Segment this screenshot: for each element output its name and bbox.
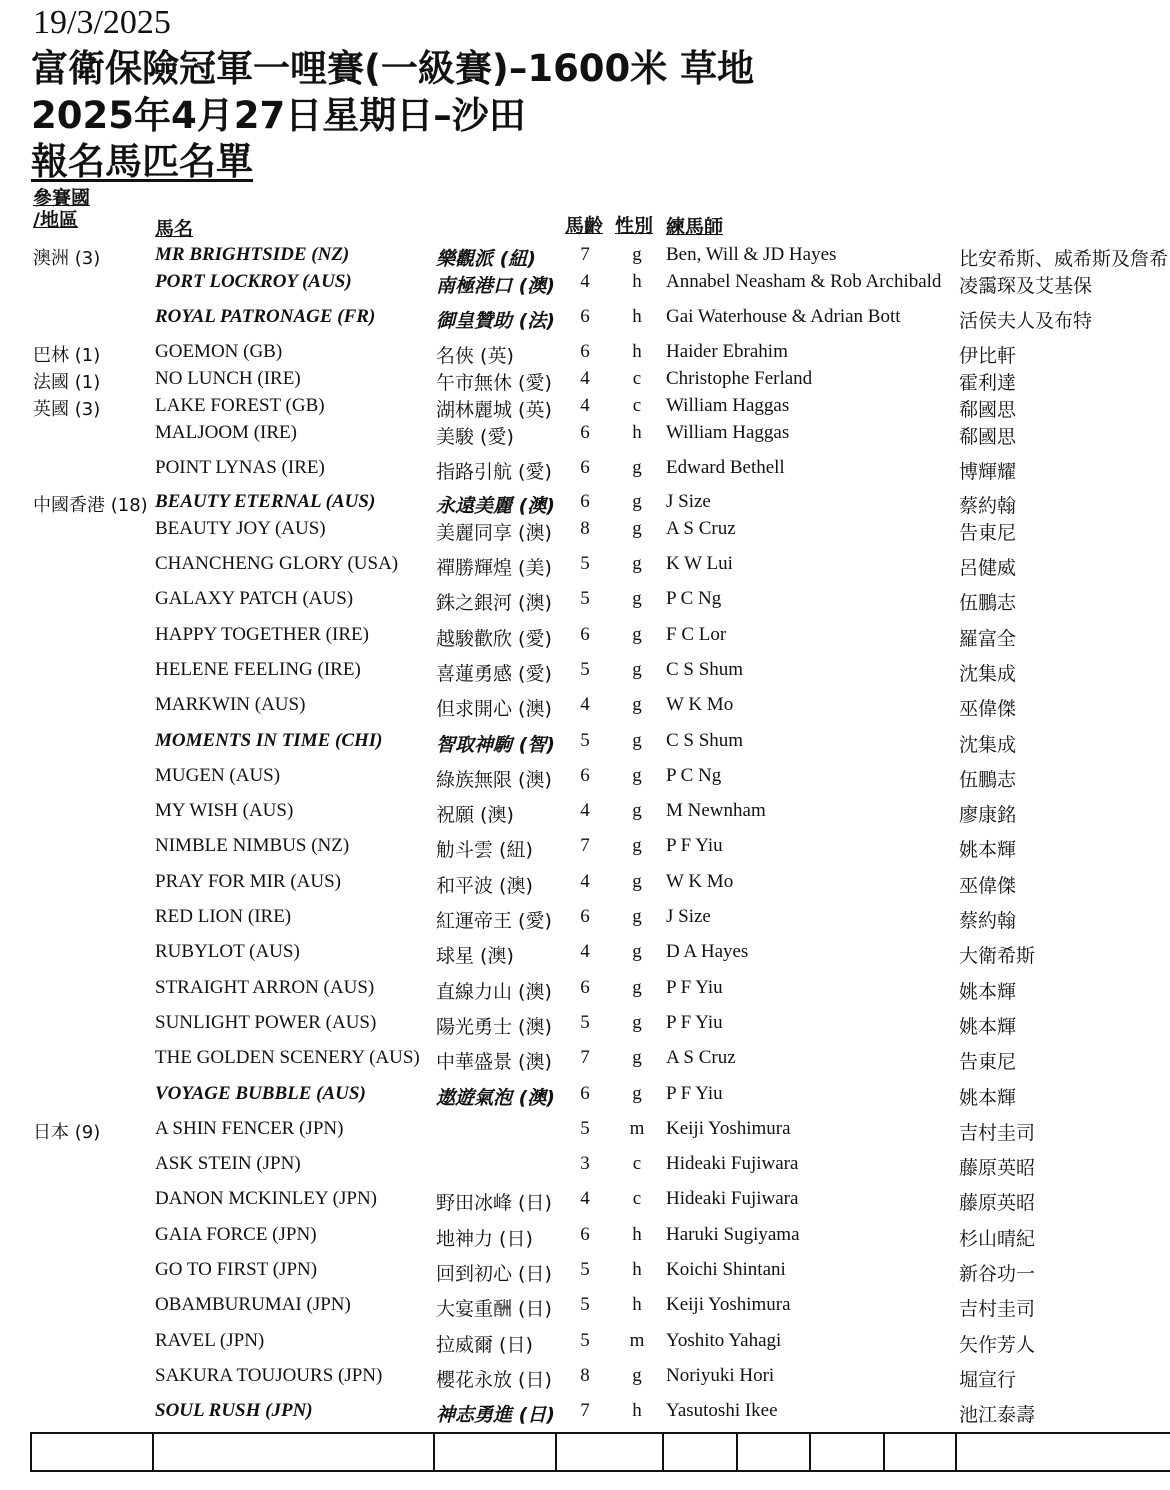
horse-chinese-name: 櫻花永放 (日) <box>436 1369 552 1391</box>
trainer-chinese-name: 巫偉傑 <box>959 698 1017 720</box>
horse-name: MOMENTS IN TIME (CHI) <box>155 730 383 751</box>
horse-age: 5 <box>580 553 590 574</box>
table-row <box>0 422 1170 452</box>
horse-sex: g <box>632 1012 642 1033</box>
horse-age: 4 <box>580 1188 590 1209</box>
entry-country: 澳洲 (3) <box>33 248 101 269</box>
table-row <box>0 765 1170 795</box>
horse-name: THE GOLDEN SCENERY (AUS) <box>155 1047 420 1068</box>
trainer-chinese-name: 吉村圭司 <box>959 1122 1036 1144</box>
trainer-name: Annabel Neasham & Rob Archibald <box>666 271 942 292</box>
horse-sex: g <box>632 518 642 539</box>
horse-age: 4 <box>580 395 590 416</box>
horse-chinese-name: 和平波 (澳) <box>436 875 533 897</box>
trainer-name: Yasutoshi Ikee <box>666 1400 778 1421</box>
trainer-name: P F Yiu <box>666 977 723 998</box>
table-row <box>0 491 1170 521</box>
horse-chinese-name: 陽光勇士 (澳) <box>436 1016 552 1038</box>
horse-age: 5 <box>580 659 590 680</box>
table-divider <box>736 1432 738 1470</box>
horse-chinese-name: 地神力 (日) <box>436 1228 533 1250</box>
table-row <box>0 871 1170 901</box>
horse-sex: c <box>632 368 642 389</box>
table-row <box>0 659 1170 689</box>
horse-sex: g <box>632 694 642 715</box>
table-row <box>0 694 1170 724</box>
horse-name: ROYAL PATRONAGE (FR) <box>155 306 376 327</box>
horse-name: RAVEL (JPN) <box>155 1330 265 1351</box>
trainer-chinese-name: 伍鵬志 <box>959 769 1017 791</box>
trainer-name: P F Yiu <box>666 1012 723 1033</box>
horse-age: 7 <box>580 1400 590 1421</box>
horse-chinese-name: 遨遊氣泡 (澳) <box>436 1087 555 1109</box>
horse-sex: m <box>629 1330 645 1351</box>
table-row <box>0 244 1170 274</box>
table-row <box>0 1400 1170 1430</box>
document-date: 19/3/2025 <box>33 4 171 41</box>
horse-name: MY WISH (AUS) <box>155 800 294 821</box>
trainer-name: J Size <box>666 491 711 512</box>
horse-age: 5 <box>580 588 590 609</box>
table-row <box>0 1083 1170 1113</box>
trainer-chinese-name: 蔡約翰 <box>959 910 1017 932</box>
trainer-chinese-name: 伍鵬志 <box>959 592 1017 614</box>
horse-sex: g <box>632 906 642 927</box>
trainer-name: Keiji Yoshimura <box>666 1118 791 1139</box>
horse-sex: h <box>632 1294 642 1315</box>
trainer-chinese-name: 活侯夫人及布特 <box>959 310 1093 332</box>
horse-age: 6 <box>580 457 590 478</box>
trainer-name: Hideaki Fujiwara <box>666 1188 799 1209</box>
header-horse: 馬名 <box>155 218 194 240</box>
table-row <box>0 977 1170 1007</box>
trainer-name: M Newnham <box>666 800 766 821</box>
header-region-label: /地區 <box>33 209 78 231</box>
trainer-name: P C Ng <box>666 765 722 786</box>
header-trainer: 練馬師 <box>666 216 724 238</box>
trainer-chinese-name: 大衛希斯 <box>959 945 1036 967</box>
horse-name: GO TO FIRST (JPN) <box>155 1259 318 1280</box>
horse-name: ASK STEIN (JPN) <box>155 1153 301 1174</box>
trainer-chinese-name: 告東尼 <box>959 522 1017 544</box>
entries-list-heading: 報名馬匹名單 <box>31 140 253 183</box>
table-row <box>0 800 1170 830</box>
table-row <box>0 1118 1170 1148</box>
horse-chinese-name: 指路引航 (愛) <box>436 461 552 483</box>
horse-sex: g <box>632 1083 642 1104</box>
horse-age: 5 <box>580 1259 590 1280</box>
horse-sex: c <box>632 1153 642 1174</box>
horse-name: NIMBLE NIMBUS (NZ) <box>155 835 350 856</box>
horse-sex: g <box>632 624 642 645</box>
trainer-chinese-name: 廖康銘 <box>959 804 1017 826</box>
horse-chinese-name: 湖林麗城 (英) <box>436 399 552 421</box>
horse-name: MUGEN (AUS) <box>155 765 281 786</box>
table-row <box>0 518 1170 548</box>
horse-chinese-name: 午市無休 (愛) <box>436 372 552 394</box>
horse-age: 4 <box>580 271 590 292</box>
trainer-chinese-name: 杉山晴紀 <box>959 1228 1036 1250</box>
trainer-chinese-name: 巫偉傑 <box>959 875 1017 897</box>
horse-sex: g <box>632 588 642 609</box>
horse-age: 5 <box>580 1118 590 1139</box>
horse-sex: g <box>632 491 642 512</box>
trainer-chinese-name: 堀宣行 <box>959 1369 1017 1391</box>
trainer-chinese-name: 比安希斯、威希斯及詹希 <box>959 248 1169 270</box>
horse-sex: c <box>632 395 642 416</box>
horse-age: 3 <box>580 1153 590 1174</box>
horse-chinese-name: 野田冰峰 (日) <box>436 1192 552 1214</box>
horse-name: MARKWIN (AUS) <box>155 694 306 715</box>
horse-age: 4 <box>580 800 590 821</box>
table-row <box>0 588 1170 618</box>
horse-age: 6 <box>580 624 590 645</box>
trainer-chinese-name: 藤原英昭 <box>959 1157 1036 1179</box>
table-divider <box>555 1432 557 1470</box>
race-title: 富衛保險冠軍一哩賽(一級賽)–1600米 草地 <box>31 47 755 90</box>
horse-name: OBAMBURUMAI (JPN) <box>155 1294 351 1315</box>
trainer-chinese-name: 姚本輝 <box>959 1016 1017 1038</box>
trainer-name: P F Yiu <box>666 1083 723 1104</box>
table-divider <box>883 1432 885 1470</box>
trainer-name: P C Ng <box>666 588 722 609</box>
horse-chinese-name: 樂觀派 (紐) <box>436 248 536 270</box>
table-row <box>0 395 1170 425</box>
trainer-name: C S Shum <box>666 730 744 751</box>
trainer-chinese-name: 郗國思 <box>959 399 1017 421</box>
table-divider <box>433 1432 435 1470</box>
race-date-venue: 2025年4月27日星期日–沙田 <box>31 94 526 137</box>
trainer-name: Haider Ebrahim <box>666 341 788 362</box>
horse-name: VOYAGE BUBBLE (AUS) <box>155 1083 366 1104</box>
trainer-chinese-name: 池江泰壽 <box>959 1404 1036 1426</box>
horse-name: MALJOOM (IRE) <box>155 422 297 443</box>
horse-chinese-name: 球星 (澳) <box>436 945 514 967</box>
horse-sex: h <box>632 1400 642 1421</box>
table-row <box>0 457 1170 487</box>
trainer-chinese-name: 姚本輝 <box>959 1087 1017 1109</box>
trainer-chinese-name: 蔡約翰 <box>959 495 1017 517</box>
horse-sex: g <box>632 553 642 574</box>
horse-sex: c <box>632 1188 642 1209</box>
horse-name: CHANCHENG GLORY (USA) <box>155 553 399 574</box>
trainer-name: Hideaki Fujiwara <box>666 1153 799 1174</box>
horse-sex: m <box>629 1118 645 1139</box>
horse-name: MR BRIGHTSIDE (NZ) <box>155 244 350 265</box>
horse-sex: g <box>632 765 642 786</box>
horse-chinese-name: 回到初心 (日) <box>436 1263 552 1285</box>
trainer-name: J Size <box>666 906 711 927</box>
trainer-chinese-name: 沈集成 <box>959 734 1017 756</box>
entry-country: 英國 (3) <box>33 399 101 420</box>
horse-chinese-name: 拉威爾 (日) <box>436 1334 533 1356</box>
horse-sex: g <box>632 871 642 892</box>
horse-chinese-name: 綠族無限 (澳) <box>436 769 552 791</box>
horse-chinese-name: 直線力山 (澳) <box>436 981 552 1003</box>
trainer-name: W K Mo <box>666 694 734 715</box>
horse-chinese-name: 永遠美麗 (澳) <box>436 495 555 517</box>
horse-sex: g <box>632 659 642 680</box>
table-row <box>0 1153 1170 1183</box>
trainer-chinese-name: 姚本輝 <box>959 839 1017 861</box>
trainer-name: Ben, Will & JD Hayes <box>666 244 837 265</box>
horse-age: 6 <box>580 422 590 443</box>
horse-age: 7 <box>580 835 590 856</box>
horse-name: GAIA FORCE (JPN) <box>155 1224 317 1245</box>
table-divider <box>30 1432 32 1470</box>
horse-chinese-name: 祝願 (澳) <box>436 804 514 826</box>
table-row <box>0 306 1170 336</box>
trainer-chinese-name: 羅富全 <box>959 628 1017 650</box>
horse-name: STRAIGHT ARRON (AUS) <box>155 977 375 998</box>
horse-sex: h <box>632 1259 642 1280</box>
trainer-chinese-name: 告東尼 <box>959 1051 1017 1073</box>
horse-name: DANON MCKINLEY (JPN) <box>155 1188 378 1209</box>
horse-sex: h <box>632 306 642 327</box>
entry-country: 日本 (9) <box>33 1122 101 1143</box>
horse-chinese-name: 智取神駒 (智) <box>436 734 555 756</box>
horse-age: 6 <box>580 341 590 362</box>
horse-sex: h <box>632 422 642 443</box>
horse-age: 6 <box>580 1224 590 1245</box>
table-row <box>0 835 1170 865</box>
horse-name: A SHIN FENCER (JPN) <box>155 1118 344 1139</box>
trainer-name: D A Hayes <box>666 941 749 962</box>
table-row <box>0 1047 1170 1077</box>
horse-chinese-name: 禪勝輝煌 (美) <box>436 557 552 579</box>
horse-name: SAKURA TOUJOURS (JPN) <box>155 1365 383 1386</box>
trainer-chinese-name: 郗國思 <box>959 426 1017 448</box>
table-row <box>0 1365 1170 1395</box>
horse-sex: g <box>632 835 642 856</box>
horse-name: HELENE FEELING (IRE) <box>155 659 361 680</box>
trainer-chinese-name: 矢作芳人 <box>959 1334 1036 1356</box>
table-row <box>0 624 1170 654</box>
horse-chinese-name: 喜蓮勇感 (愛) <box>436 663 552 685</box>
header-sex: 性別 <box>615 215 654 237</box>
table-divider <box>662 1432 664 1470</box>
trainer-chinese-name: 凌靄琛及艾基保 <box>959 275 1093 297</box>
horse-sex: g <box>632 941 642 962</box>
horse-age: 7 <box>580 1047 590 1068</box>
horse-chinese-name: 神志勇進 (日) <box>436 1404 555 1426</box>
horse-chinese-name: 美駿 (愛) <box>436 426 514 448</box>
trainer-chinese-name: 藤原英昭 <box>959 1192 1036 1214</box>
entry-country: 中國香港 (18) <box>33 495 148 516</box>
trainer-chinese-name: 伊比軒 <box>959 345 1017 367</box>
trainer-name: Yoshito Yahagi <box>666 1330 782 1351</box>
horse-chinese-name: 美麗同享 (澳) <box>436 522 552 544</box>
trainer-chinese-name: 吉村圭司 <box>959 1298 1036 1320</box>
trainer-name: W K Mo <box>666 871 734 892</box>
table-row <box>0 1294 1170 1324</box>
header-country-label: 參賽國 <box>33 187 91 209</box>
table-row <box>0 553 1170 583</box>
table-row <box>0 1224 1170 1254</box>
horse-chinese-name: 但求開心 (澳) <box>436 698 552 720</box>
entry-country: 巴林 (1) <box>33 345 101 366</box>
horse-name: HAPPY TOGETHER (IRE) <box>155 624 369 645</box>
horse-sex: h <box>632 271 642 292</box>
horse-name: GOEMON (GB) <box>155 341 283 362</box>
horse-chinese-name: 名俠 (英) <box>436 345 514 367</box>
trainer-chinese-name: 呂健威 <box>959 557 1017 579</box>
blank-table-footer <box>30 1432 1170 1472</box>
table-row <box>0 341 1170 371</box>
table-row <box>0 941 1170 971</box>
trainer-name: Gai Waterhouse & Adrian Bott <box>666 306 901 327</box>
horse-age: 8 <box>580 1365 590 1386</box>
trainer-chinese-name: 霍利達 <box>959 372 1017 394</box>
table-row <box>0 1259 1170 1289</box>
trainer-name: William Haggas <box>666 422 790 443</box>
horse-name: RED LION (IRE) <box>155 906 292 927</box>
trainer-name: K W Lui <box>666 553 733 574</box>
horse-sex: g <box>632 730 642 751</box>
table-row <box>0 1330 1170 1360</box>
horse-chinese-name: 銖之銀河 (澳) <box>436 592 552 614</box>
header-age: 馬齡 <box>565 215 604 237</box>
horse-name: BEAUTY JOY (AUS) <box>155 518 326 539</box>
horse-name: BEAUTY ETERNAL (AUS) <box>155 491 376 512</box>
horse-name: PORT LOCKROY (AUS) <box>155 271 352 292</box>
table-row <box>0 1188 1170 1218</box>
horse-name: POINT LYNAS (IRE) <box>155 457 325 478</box>
horse-age: 4 <box>580 941 590 962</box>
horse-age: 5 <box>580 1294 590 1315</box>
trainer-name: F C Lor <box>666 624 727 645</box>
horse-chinese-name: 越駿歡欣 (愛) <box>436 628 552 650</box>
horse-chinese-name: 御皇贊助 (法) <box>436 310 555 332</box>
horse-sex: h <box>632 341 642 362</box>
horse-age: 7 <box>580 244 590 265</box>
horse-age: 5 <box>580 1012 590 1033</box>
trainer-chinese-name: 新谷功一 <box>959 1263 1036 1285</box>
horse-name: NO LUNCH (IRE) <box>155 368 301 389</box>
horse-age: 6 <box>580 765 590 786</box>
horse-sex: g <box>632 1365 642 1386</box>
horse-sex: g <box>632 244 642 265</box>
horse-name: RUBYLOT (AUS) <box>155 941 300 962</box>
horse-age: 6 <box>580 906 590 927</box>
horse-age: 6 <box>580 306 590 327</box>
horse-age: 5 <box>580 1330 590 1351</box>
horse-name: GALAXY PATCH (AUS) <box>155 588 354 609</box>
table-row <box>0 368 1170 398</box>
trainer-name: Christophe Ferland <box>666 368 813 389</box>
table-row <box>0 271 1170 301</box>
trainer-name: P F Yiu <box>666 835 723 856</box>
horse-sex: g <box>632 800 642 821</box>
horse-sex: g <box>632 457 642 478</box>
trainer-chinese-name: 姚本輝 <box>959 981 1017 1003</box>
horse-age: 4 <box>580 871 590 892</box>
horse-chinese-name: 觔斗雲 (紐) <box>436 839 533 861</box>
trainer-name: Noriyuki Hori <box>666 1365 775 1386</box>
horse-age: 4 <box>580 368 590 389</box>
entry-country: 法國 (1) <box>33 372 101 393</box>
horse-chinese-name: 南極港口 (澳) <box>436 275 555 297</box>
header-country <box>33 187 113 231</box>
horse-sex: g <box>632 1047 642 1068</box>
horse-name: SUNLIGHT POWER (AUS) <box>155 1012 377 1033</box>
table-row <box>0 1012 1170 1042</box>
trainer-chinese-name: 沈集成 <box>959 663 1017 685</box>
trainer-name: Edward Bethell <box>666 457 785 478</box>
horse-age: 4 <box>580 694 590 715</box>
table-divider <box>152 1432 154 1470</box>
trainer-name: Keiji Yoshimura <box>666 1294 791 1315</box>
trainer-name: William Haggas <box>666 395 790 416</box>
trainer-name: C S Shum <box>666 659 744 680</box>
trainer-name: A S Cruz <box>666 518 736 539</box>
horse-name: PRAY FOR MIR (AUS) <box>155 871 342 892</box>
horse-sex: g <box>632 977 642 998</box>
horse-name: LAKE FOREST (GB) <box>155 395 325 416</box>
horse-sex: h <box>632 1224 642 1245</box>
horse-age: 6 <box>580 1083 590 1104</box>
table-row <box>0 730 1170 760</box>
horse-chinese-name: 紅運帝王 (愛) <box>436 910 552 932</box>
trainer-chinese-name: 博輝耀 <box>959 461 1017 483</box>
trainer-name: Haruki Sugiyama <box>666 1224 800 1245</box>
table-row <box>0 906 1170 936</box>
table-divider <box>955 1432 957 1470</box>
table-divider <box>809 1432 811 1470</box>
trainer-name: A S Cruz <box>666 1047 736 1068</box>
horse-name: SOUL RUSH (JPN) <box>155 1400 313 1421</box>
horse-age: 5 <box>580 730 590 751</box>
horse-age: 8 <box>580 518 590 539</box>
horse-age: 6 <box>580 977 590 998</box>
horse-chinese-name: 中華盛景 (澳) <box>436 1051 552 1073</box>
horse-age: 6 <box>580 491 590 512</box>
horse-chinese-name: 大宴重酬 (日) <box>436 1298 552 1320</box>
trainer-name: Koichi Shintani <box>666 1259 786 1280</box>
